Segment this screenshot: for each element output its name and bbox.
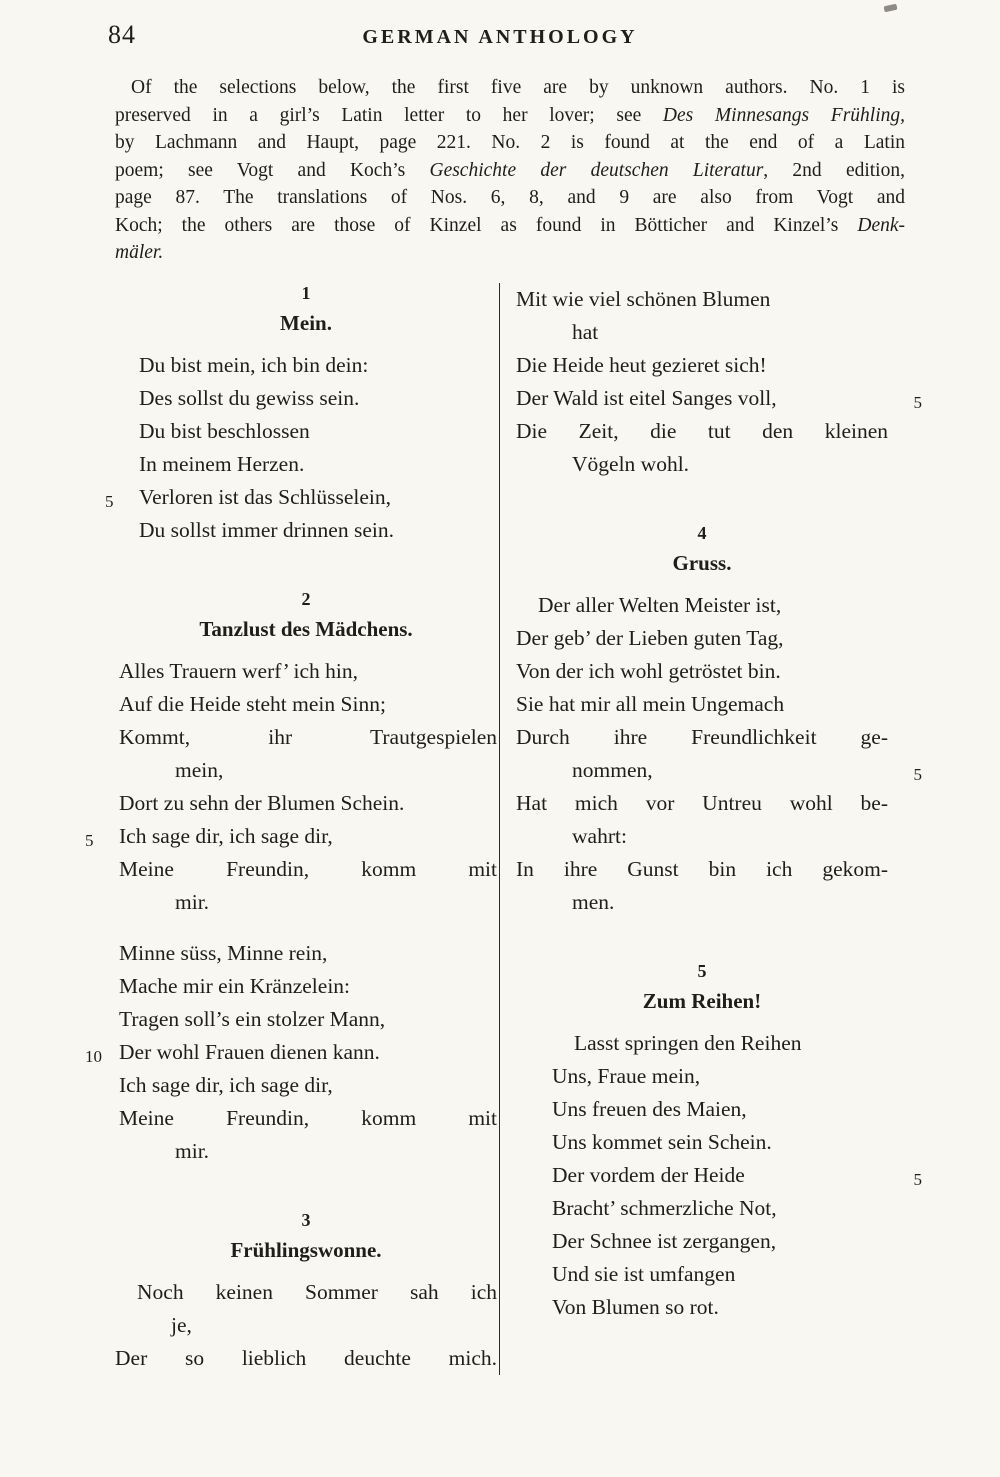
- poem-line-text: Auf die Heide steht mein Sinn;: [119, 691, 386, 716]
- poem-number: 5: [697, 960, 707, 981]
- poem-line: [119, 1102, 497, 1135]
- poem-line-text: Tragen soll’s ein stolzer Mann,: [119, 1006, 386, 1031]
- right-column: [516, 283, 922, 1375]
- intro-text: , 2nd edition,: [763, 159, 905, 181]
- poem-number: 2: [301, 588, 311, 609]
- poem-line-text: Durch ihre Freundlichkeit ge-: [516, 724, 888, 749]
- intro-line: [115, 74, 905, 102]
- italic-citation: mäler.: [115, 242, 164, 263]
- intro-line: [115, 239, 905, 267]
- poem-line-text: mir.: [175, 1138, 210, 1163]
- poem-line-text: In ihre Gunst bin ich gekom-: [516, 856, 888, 881]
- intro-text: poem; see Vogt and Koch’s: [115, 159, 430, 181]
- poem-line-text: Noch keinen Sommer sah ich: [137, 1279, 497, 1304]
- stanza: [516, 589, 922, 919]
- poem-line: [119, 688, 497, 721]
- poem-line: [119, 970, 497, 1003]
- poem-line: [552, 1258, 888, 1291]
- poem-line-text: Du bist beschlossen: [139, 418, 310, 443]
- line-number: 5: [913, 392, 922, 412]
- poem-title: Mein.: [280, 310, 332, 335]
- poem-line-text: Des sollst du gewiss sein.: [139, 385, 360, 410]
- poem-line-text: Die Zeit, die tut den kleinen: [516, 418, 888, 443]
- poem-continuation: [516, 283, 922, 481]
- poem-line-text: Hat mich vor Untreu wohl be-: [516, 790, 888, 815]
- poem-line-text: Der Wald ist eitel Sanges voll,: [516, 385, 777, 410]
- poem-line: [552, 1027, 888, 1060]
- page-header: [0, 0, 1000, 62]
- poem-line: [119, 1003, 497, 1036]
- poem-line-text: In meinem Herzen.: [139, 451, 305, 476]
- poem-line-text: Der Schnee ist zergangen,: [552, 1228, 777, 1253]
- poem-line: [119, 1135, 497, 1168]
- left-column: [85, 282, 497, 1375]
- poem: [85, 588, 497, 1168]
- poem-line-text: Sie hat mir all mein Ungemach: [516, 691, 785, 716]
- stanza: [516, 283, 922, 481]
- poem-line: [516, 589, 888, 622]
- poem-line-text: Meine Freundin, komm mit: [119, 856, 497, 881]
- poem: [105, 282, 497, 547]
- intro-line: [115, 157, 905, 185]
- poem-line: [119, 721, 497, 754]
- italic-citation: Des Minnesangs Frühling,: [662, 104, 906, 126]
- intro-paragraph: [115, 74, 905, 267]
- poem-line: [516, 820, 888, 853]
- poem-line-text: Minne süss, Minne rein,: [119, 940, 328, 965]
- poem-line: [119, 886, 497, 919]
- stanza: [85, 655, 497, 919]
- poem-line-text: Kommt, ihr Trautgespielen: [119, 724, 497, 749]
- poem-line: [516, 886, 888, 919]
- poem-line: [139, 514, 497, 547]
- poem-line: [115, 1342, 497, 1375]
- poem-line: [516, 448, 888, 481]
- poem-line: [552, 1159, 922, 1192]
- line-number: 5: [913, 764, 922, 784]
- poem-title: Gruss.: [672, 550, 732, 575]
- poem-line-text: Uns freuen des Maien,: [552, 1096, 747, 1121]
- poem-line: [552, 1093, 888, 1126]
- poem-line-text: mir.: [175, 889, 210, 914]
- poem-line-text: Ich sage dir, ich sage dir,: [119, 1072, 333, 1097]
- poem-line: [552, 1126, 888, 1159]
- running-title: GERMAN ANTHOLOGY: [362, 26, 638, 48]
- italic-citation: Geschichte der deutschen Literatur: [429, 159, 764, 181]
- poem-line: [516, 787, 888, 820]
- poem-line: [552, 1060, 888, 1093]
- stanza: [85, 937, 497, 1168]
- poem-line: [85, 1036, 497, 1069]
- poem-line-text: Dort zu sehn der Blumen Schein.: [119, 790, 405, 815]
- intro-text: by Lachmann and Haupt, page 221. No. 2 is found at the end of a Latin: [115, 132, 905, 153]
- poem-line-text: Bracht’ schmerzliche Not,: [552, 1195, 777, 1220]
- poem-line-text: Du bist mein, ich bin dein:: [139, 352, 369, 377]
- poem-line-text: Ich sage dir, ich sage dir,: [119, 823, 333, 848]
- column-divider: [499, 283, 500, 1375]
- poem-number: 4: [697, 522, 707, 543]
- intro-line: [115, 102, 905, 130]
- line-number: 5: [105, 491, 114, 511]
- poem-line: [516, 721, 888, 754]
- poem-line-text: wahrt:: [572, 823, 627, 848]
- line-number: 5: [913, 1169, 922, 1189]
- poem-line: [516, 415, 888, 448]
- poem-line: [119, 754, 497, 787]
- poem: [115, 1210, 497, 1375]
- intro-line: [115, 212, 905, 240]
- poem-line-text: Lasst springen den Reihen: [574, 1030, 802, 1055]
- poem-line-text: Mache mir ein Kränzelein:: [119, 973, 351, 998]
- poem-number: 1: [301, 282, 311, 303]
- poem-line-text: Der vordem der Heide: [552, 1162, 745, 1187]
- poem-line-text: Von der ich wohl getröstet bin.: [516, 658, 781, 683]
- poem-line-text: Alles Trauern werf’ ich hin,: [119, 658, 359, 683]
- poem-line: [516, 853, 888, 886]
- page-number: 84: [108, 20, 136, 49]
- line-number: 5: [85, 830, 94, 850]
- stanza: [115, 1276, 497, 1375]
- intro-text: preserved in a girl’s Latin letter to her lover; see: [115, 104, 663, 126]
- poem-line-text: Der so lieblich deuchte mich.: [115, 1345, 497, 1370]
- line-number: 10: [85, 1046, 102, 1066]
- intro-line: [115, 184, 905, 212]
- poem-line: [115, 1276, 497, 1309]
- poem-line-text: Vögeln wohl.: [572, 451, 690, 476]
- stanza: [516, 1027, 922, 1324]
- poem-line: [139, 415, 497, 448]
- intro-text: page 87. The translations of Nos. 6, 8, and 9 are also from Vogt and: [115, 187, 905, 208]
- poem-line-text: Mit wie viel schönen Blumen: [516, 286, 771, 311]
- poem-line-text: je,: [171, 1312, 192, 1337]
- intro-text: Of the selections below, the first five are by unknown authors. No. 1 is: [131, 77, 905, 98]
- poem-line: [119, 937, 497, 970]
- poem-line: [119, 1069, 497, 1102]
- poem-line: [139, 382, 497, 415]
- poem-line-text: Verloren ist das Schlüsselein,: [139, 484, 391, 509]
- poem-line: [115, 1309, 497, 1342]
- poem-line-text: Meine Freundin, komm mit: [119, 1105, 497, 1130]
- poem: [516, 960, 922, 1324]
- poem-title: Frühlingswonne.: [230, 1237, 382, 1262]
- poem-line-text: Uns kommet sein Schein.: [552, 1129, 772, 1154]
- poem-line: [105, 481, 497, 514]
- poem-line-text: Und sie ist umfangen: [552, 1261, 736, 1286]
- poem-line-text: Der geb’ der Lieben guten Tag,: [516, 625, 784, 650]
- poem-line-text: nommen,: [572, 757, 653, 782]
- poem-line: [516, 655, 888, 688]
- intro-text: Koch; the others are those of Kinzel as found in Bötticher and Kinzel’s: [115, 214, 858, 236]
- poem-line: [516, 283, 888, 316]
- poem-line: [552, 1225, 888, 1258]
- poem-line: [516, 754, 922, 787]
- poem-line: [516, 349, 888, 382]
- poem-line-text: Der wohl Frauen dienen kann.: [119, 1039, 380, 1064]
- poem-line-text: men.: [572, 889, 615, 914]
- poem-title: Zum Reihen!: [642, 988, 762, 1013]
- poem-line: [516, 316, 888, 349]
- poem-columns: [0, 283, 1000, 1375]
- poem-line: [139, 349, 497, 382]
- italic-citation: Denk-: [857, 214, 905, 236]
- poem-line: [139, 448, 497, 481]
- poem-line-text: hat: [572, 319, 599, 344]
- poem-number: 3: [301, 1209, 311, 1230]
- poem-line-text: mein,: [175, 757, 224, 782]
- poem-line: [552, 1192, 888, 1225]
- poem-line: [516, 688, 888, 721]
- poem-line-text: Von Blumen so rot.: [552, 1294, 719, 1319]
- poem-line-text: Die Heide heut gezieret sich!: [516, 352, 767, 377]
- poem-line: [85, 820, 497, 853]
- poem-line: [516, 622, 888, 655]
- poem-line-text: Der aller Welten Meister ist,: [538, 592, 782, 617]
- poem-line: [552, 1291, 888, 1324]
- poem-line-text: Uns, Fraue mein,: [552, 1063, 701, 1088]
- intro-line: [115, 129, 905, 157]
- poem-line: [119, 655, 497, 688]
- poem-line: [119, 853, 497, 886]
- poem: [516, 522, 922, 919]
- poem-line-text: Du sollst immer drinnen sein.: [139, 517, 394, 542]
- poem-title: Tanzlust des Mädchens.: [199, 616, 413, 641]
- stanza: [105, 349, 497, 547]
- poem-line: [516, 382, 922, 415]
- poem-line: [119, 787, 497, 820]
